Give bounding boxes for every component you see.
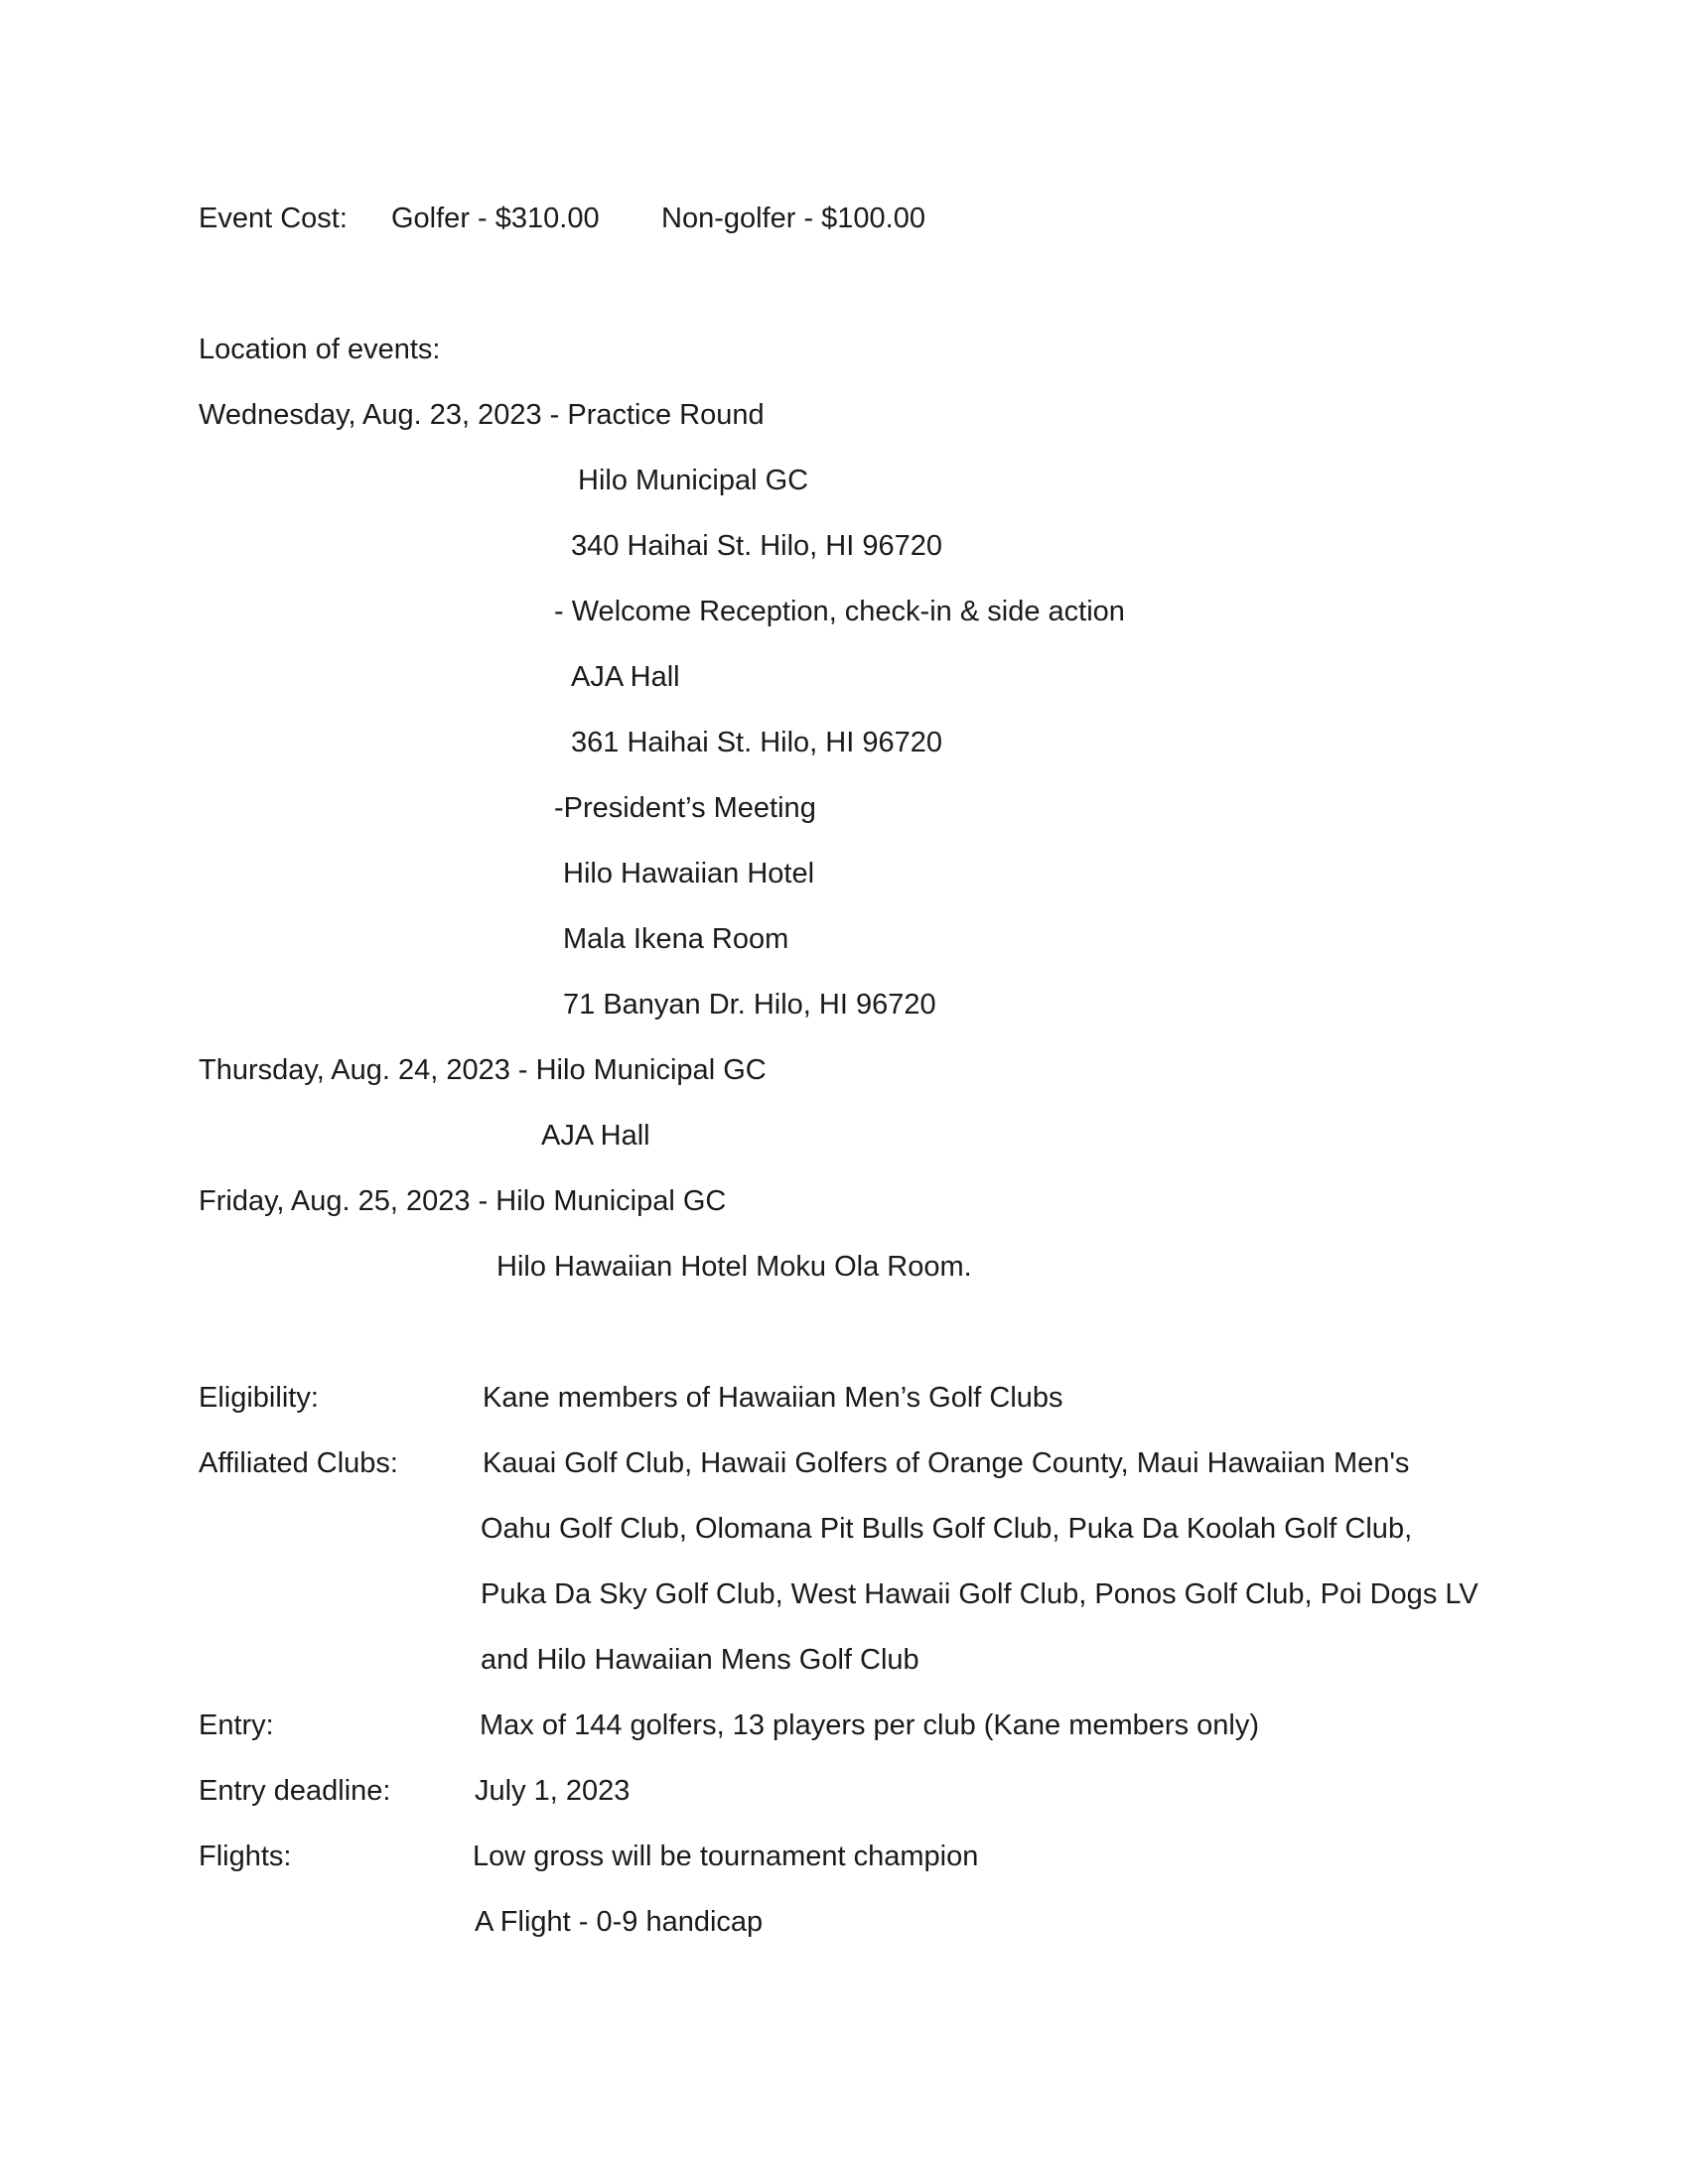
entry-label: Entry: (199, 1709, 274, 1741)
entry-value: Max of 144 golfers, 13 players per club (Kane members only) (480, 1709, 1259, 1741)
wednesday-location-line: 71 Banyan Dr. Hilo, HI 96720 (563, 989, 936, 1021)
affiliated-clubs-line: Kauai Golf Club, Hawaii Golfers of Orange County, Maui Hawaiian Men's (483, 1447, 1410, 1479)
wednesday-location-line: Mala Ikena Room (563, 923, 789, 955)
friday-date-line: Friday, Aug. 25, 2023 - Hilo Municipal GC (199, 1185, 727, 1217)
flights-label: Flights: (199, 1841, 292, 1872)
wednesday-date-line: Wednesday, Aug. 23, 2023 - Practice Round (199, 399, 765, 431)
wednesday-location-line: -President’s Meeting (554, 792, 816, 824)
eligibility-label: Eligibility: (199, 1382, 319, 1414)
affiliated-clubs-line: and Hilo Hawaiian Mens Golf Club (481, 1644, 919, 1676)
non-golfer-cost: Non-golfer - $100.00 (661, 203, 925, 234)
flights-line: A Flight - 0-9 handicap (475, 1906, 764, 1938)
affiliated-clubs-label: Affiliated Clubs: (199, 1447, 398, 1479)
flights-line: Low gross will be tournament champion (473, 1841, 979, 1872)
locations-heading: Location of events: (199, 334, 441, 365)
entry-deadline-label: Entry deadline: (199, 1775, 391, 1807)
friday-location-line: Hilo Hawaiian Hotel Moku Ola Room. (496, 1251, 972, 1283)
thursday-date-line: Thursday, Aug. 24, 2023 - Hilo Municipal GC (199, 1054, 767, 1086)
thursday-location-line: AJA Hall (541, 1120, 650, 1152)
affiliated-clubs-line: Oahu Golf Club, Olomana Pit Bulls Golf Club, Puka Da Koolah Golf Club, (481, 1513, 1413, 1545)
golfer-cost: Golfer - $310.00 (391, 203, 600, 234)
affiliated-clubs-line: Puka Da Sky Golf Club, West Hawaii Golf Club, Ponos Golf Club, Poi Dogs LV (481, 1578, 1478, 1610)
wednesday-location-line: 340 Haihai St. Hilo, HI 96720 (571, 530, 942, 562)
event-cost-label: Event Cost: (199, 203, 348, 234)
wednesday-location-line: AJA Hall (571, 661, 680, 693)
wednesday-location-line: Hilo Hawaiian Hotel (563, 858, 815, 889)
wednesday-location-line: - Welcome Reception, check-in & side action (554, 596, 1125, 627)
eligibility-value: Kane members of Hawaiian Men’s Golf Clubs (483, 1382, 1063, 1414)
entry-deadline-value: July 1, 2023 (475, 1775, 631, 1807)
wednesday-location-line: Hilo Municipal GC (578, 465, 809, 496)
wednesday-location-line: 361 Haihai St. Hilo, HI 96720 (571, 727, 942, 758)
